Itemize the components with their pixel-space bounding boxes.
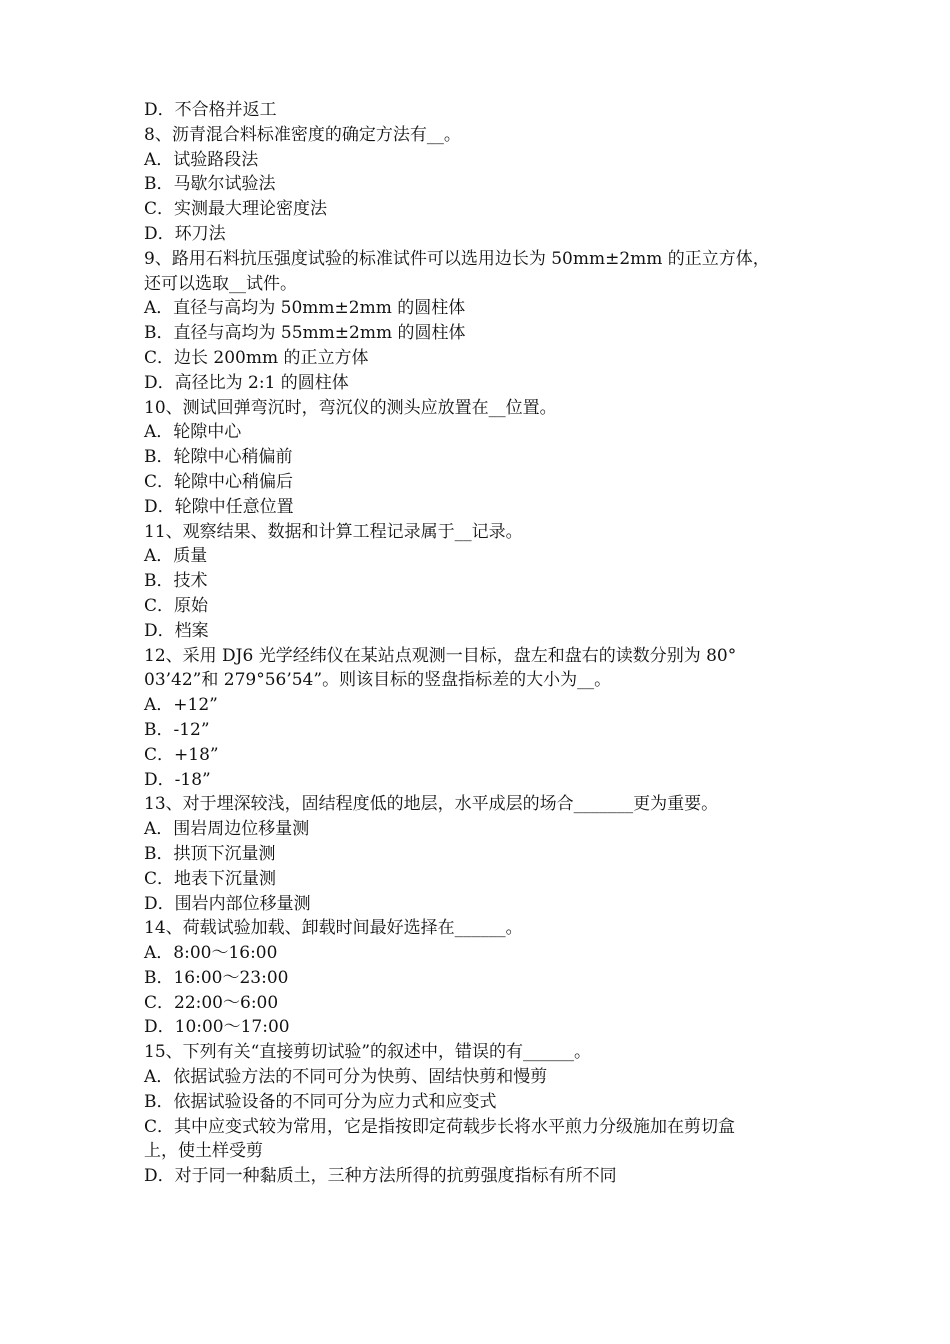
option-b-q9: B．直径与高均为 55mm±2mm 的圆柱体 [144, 323, 466, 344]
question-12-line-2: 03’42”和 279°56’54”。则该目标的竖盘指标差的大小为__。 [144, 670, 612, 691]
option-a-q12: A．+12” [144, 695, 218, 716]
question-8: 8、沥青混合料标准密度的确定方法有__。 [144, 124, 461, 145]
option-a-q13: A．围岩周边位移量测 [144, 819, 310, 840]
option-a-q15: A．依据试验方法的不同可分为快剪、固结快剪和慢剪 [144, 1067, 548, 1088]
option-d-q7: D．不合格并返工 [144, 100, 277, 120]
question-11: 11、观察结果、数据和计算工程记录属于__记录。 [144, 521, 523, 542]
option-c-q10: C．轮隙中心稍偏后 [144, 471, 294, 492]
question-12-line-1: 12、采用 DJ6 光学经纬仪在某站点观测一目标，盘左和盘右的读数分别为 80° [144, 645, 737, 666]
option-c-q14: C．22:00～6:00 [144, 992, 279, 1013]
question-14: 14、荷载试验加载、卸载时间最好选择在______。 [144, 918, 523, 939]
option-d-q10: D．轮隙中任意位置 [144, 496, 294, 517]
option-d-q15: D．对于同一种黏质土，三种方法所得的抗剪强度指标有所不同 [144, 1166, 617, 1187]
option-b-q12: B．-12” [144, 719, 210, 740]
option-d-q13: D．围岩内部位移量测 [144, 893, 311, 914]
option-c-q9: C．边长 200mm 的正立方体 [144, 347, 369, 368]
option-b-q13: B．拱顶下沉量测 [144, 843, 276, 864]
option-a-q10: A．轮隙中心 [144, 422, 242, 443]
question-10: 10、测试回弹弯沉时，弯沉仪的测头应放置在__位置。 [144, 397, 557, 418]
option-b-q14: B．16:00～23:00 [144, 967, 289, 988]
option-a-q11: A．质量 [144, 546, 208, 567]
option-c-q12: C．+18” [144, 744, 219, 765]
option-b-q10: B．轮隙中心稍偏前 [144, 447, 293, 468]
option-d-q9: D．高径比为 2:1 的圆柱体 [144, 372, 349, 393]
option-c-q15-line-1: C．其中应变式较为常用，它是指按即定荷载步长将水平煎力分级施加在剪切盒 [144, 1116, 736, 1137]
option-b-q8: B．马歇尔试验法 [144, 174, 276, 195]
option-a-q8: A．试验路段法 [144, 149, 259, 170]
option-a-q9: A．直径与高均为 50mm±2mm 的圆柱体 [144, 298, 466, 319]
option-c-q15-line-2: 上，使土样受剪 [144, 1141, 263, 1162]
question-13: 13、对于埋深较浅，固结程度低的地层，水平成层的场合_______更为重要。 [144, 794, 719, 815]
option-b-q11: B．技术 [144, 571, 208, 592]
question-15: 15、下列有关“直接剪切试验”的叙述中，错误的有______。 [144, 1042, 592, 1063]
option-c-q8: C．实测最大理论密度法 [144, 199, 328, 220]
option-c-q11: C．原始 [144, 595, 209, 616]
option-b-q15: B．依据试验设备的不同可分为应力式和应变式 [144, 1091, 497, 1112]
question-9-line-1: 9、路用石料抗压强度试验的标准试件可以选用边长为 50mm±2mm 的正立方体， [144, 248, 770, 269]
option-d-q11: D．档案 [144, 620, 209, 641]
option-d-q14: D．10:00～17:00 [144, 1017, 290, 1038]
question-9-line-2: 还可以选取__试件。 [144, 273, 297, 294]
option-c-q13: C．地表下沉量测 [144, 868, 277, 889]
option-d-q12: D．-18” [144, 769, 211, 790]
document-page [144, 98, 816, 1189]
option-a-q14: A．8:00～16:00 [144, 943, 278, 964]
option-d-q8: D．环刀法 [144, 223, 226, 244]
